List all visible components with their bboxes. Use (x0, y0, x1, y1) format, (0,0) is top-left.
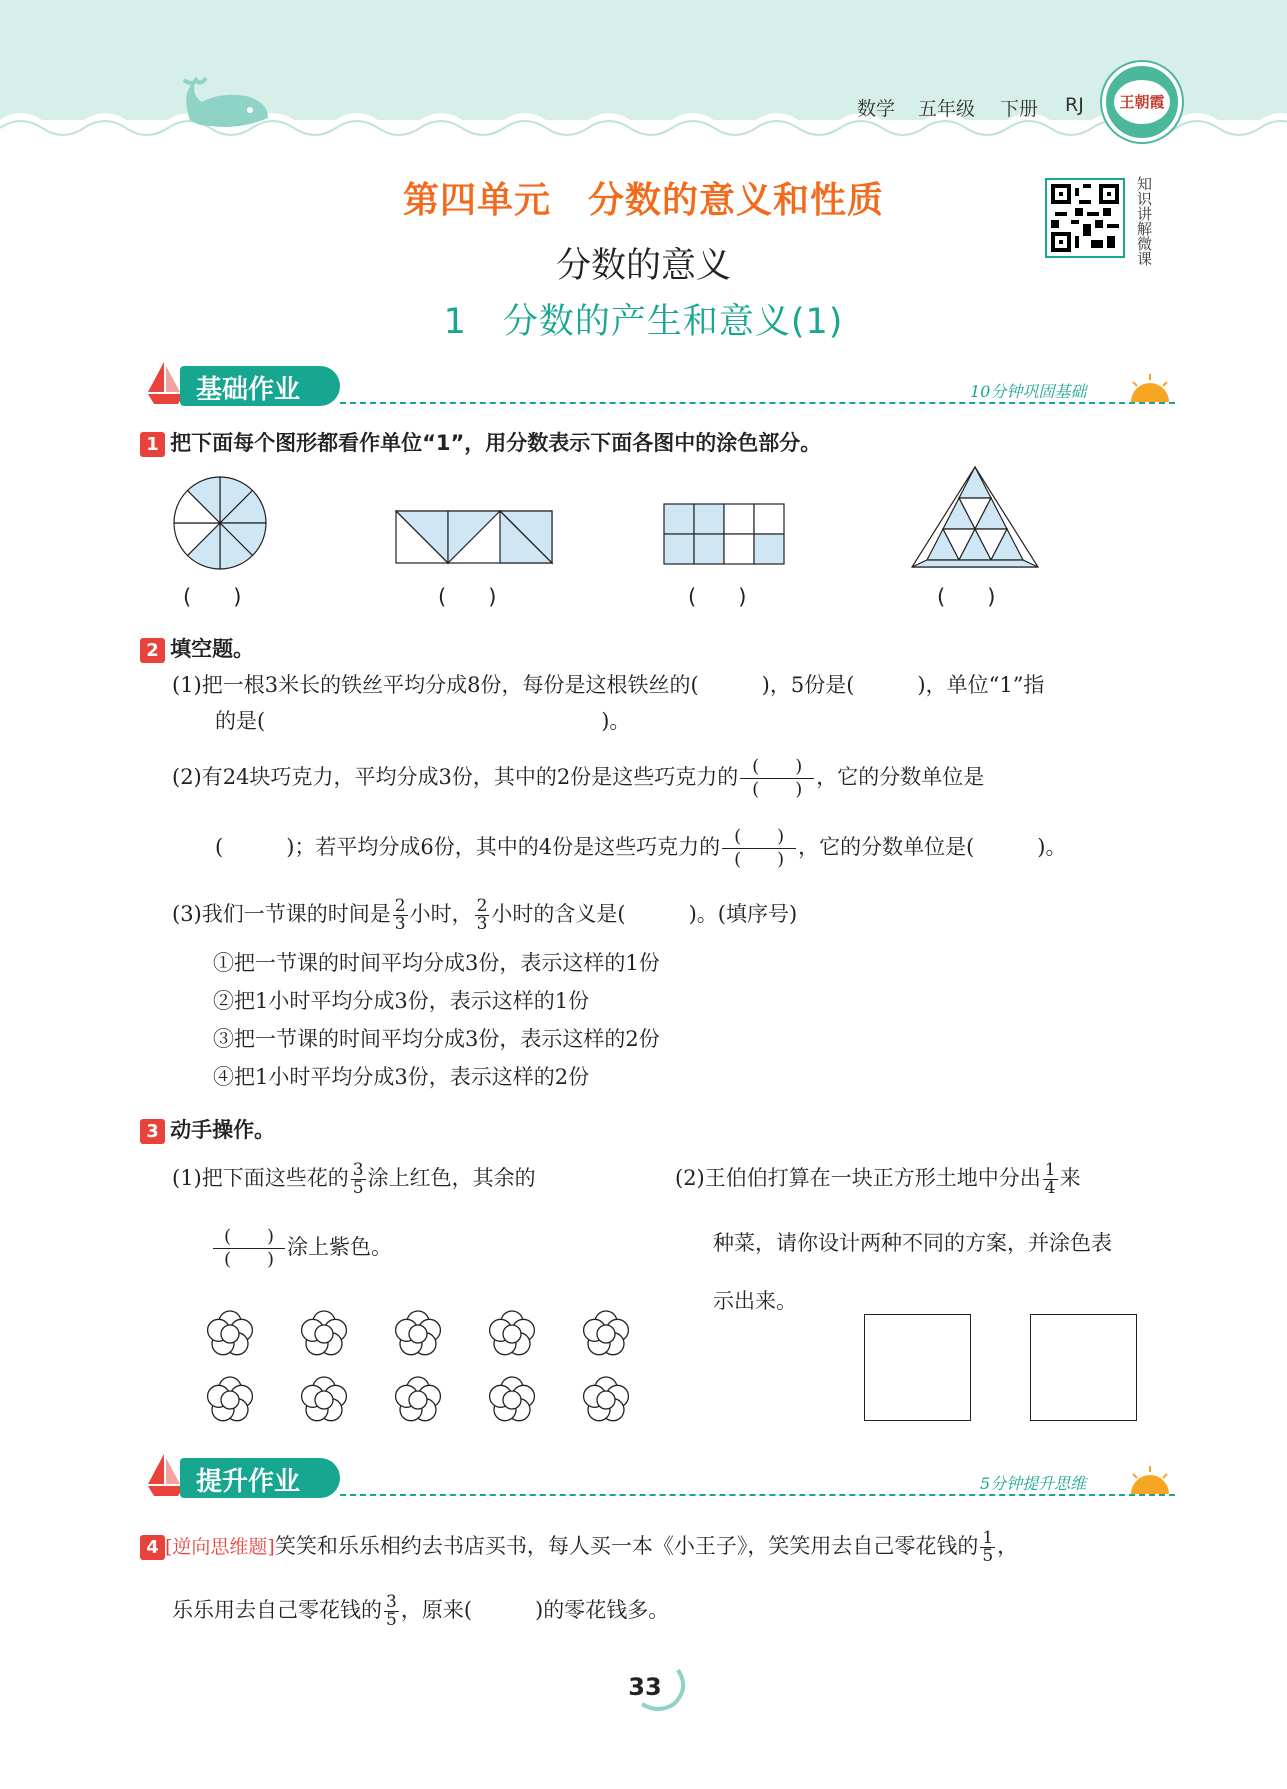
plot-square-1[interactable] (864, 1314, 971, 1421)
basic-section-note: 10分钟巩固基础 (970, 382, 1087, 401)
q2-title: 填空题。 (170, 637, 255, 661)
q2-part1-line2: 的是( )。 (215, 709, 631, 733)
unit-title: 第四单元 分数的意义和性质 (402, 180, 884, 221)
q1-text: 把下面每个图形都看作单位“1”，用分数表示下面各图中的涂色部分。 (170, 431, 822, 455)
q2-option-3: ③把一节课的时间平均分成3份，表示这样的2份 (213, 1027, 660, 1051)
whale-icon (170, 74, 280, 132)
q1-answer-1[interactable]: ( ) (183, 585, 242, 609)
blank-denominator: ( ) (722, 848, 796, 871)
frac-denominator: 4 (1044, 1178, 1056, 1198)
frac-denominator: 5 (982, 1546, 994, 1566)
q3-part1-text-a: (1)把下面这些花的 (172, 1166, 349, 1190)
fraction-two-thirds (393, 898, 408, 933)
advanced-section-divider (340, 1494, 1175, 1496)
header-subject: 数学 (857, 98, 896, 120)
figure-grid (663, 503, 785, 565)
q2-part2-text-a: (2)有24块巧克力，平均分成3份，其中的2份是这些巧克力的 (172, 765, 739, 789)
fraction-three-fifths (384, 1594, 399, 1629)
q4-number: 4 (140, 1535, 165, 1560)
fraction-one-fifth (980, 1530, 995, 1565)
frac-denominator: 3 (394, 914, 406, 934)
advanced-section-title: 提升作业 (196, 1467, 301, 1497)
qr-caption: 知识讲解微课 (1135, 176, 1153, 266)
section-title: 分数的意义 (555, 246, 731, 286)
q4-tag: [逆向思维题] (165, 1536, 275, 1558)
qr-pattern-icon (1051, 184, 1119, 252)
q3-part1-text-b: 涂上红色，其余的 (367, 1166, 536, 1190)
q4-text-b: ， (997, 1534, 1019, 1558)
q2-part2-line1 (172, 756, 984, 801)
q3-part2-line3: 示出来。 (713, 1289, 797, 1313)
q2-blank-fraction-1[interactable] (740, 756, 814, 801)
q2-blank-fraction-2[interactable] (722, 826, 796, 871)
q2-part3-text-b: 小时， (409, 902, 473, 926)
lesson-title: 1 分数的产生和意义(1) (443, 302, 844, 342)
figure-circle (172, 475, 268, 571)
brand-logo (1102, 62, 1182, 142)
q2-part3-text-a: (3)我们一节课的时间是 (172, 902, 391, 926)
q4-text-d: ，原来( )的零花钱多。 (400, 1598, 670, 1622)
q3-part2-line1 (675, 1162, 1081, 1197)
q3-row (140, 1114, 275, 1144)
page-number: 33 (628, 1673, 662, 1701)
q2-number: 2 (140, 638, 165, 663)
q2-row (140, 633, 254, 663)
blank-denominator: ( ) (740, 778, 814, 801)
sunrise-icon (1125, 1464, 1175, 1498)
blank-denominator: ( ) (213, 1248, 285, 1271)
q2-option-1: ①把一节课的时间平均分成3份，表示这样的1份 (213, 951, 660, 975)
q1-answer-3[interactable]: ( ) (688, 585, 747, 609)
frac-numerator: 2 (476, 896, 488, 916)
q4-line2 (172, 1594, 669, 1629)
q4-text-c: 乐乐用去自己零花钱的 (172, 1598, 382, 1622)
header-grade: 五年级 (918, 98, 976, 120)
q3-part2-text-a: (2)王伯伯打算在一块正方形土地中分出 (675, 1166, 1041, 1190)
basic-section-title: 基础作业 (196, 375, 301, 405)
blank-numerator: ( ) (734, 826, 785, 847)
logo-text: 王朝霞 (1114, 80, 1170, 124)
q2-part2-text-b: ，它的分数单位是 (816, 765, 985, 789)
q1-row (140, 427, 821, 457)
sunrise-icon (1125, 372, 1175, 406)
fraction-two-thirds (475, 898, 490, 933)
q2-part3-line (172, 898, 797, 933)
q2-part2-text-d: ，它的分数单位是( )。 (798, 835, 1067, 859)
q1-answer-4[interactable]: ( ) (937, 585, 996, 609)
q3-part1-line2 (211, 1226, 392, 1271)
blank-numerator: ( ) (223, 1226, 275, 1247)
frac-denominator: 5 (352, 1178, 364, 1198)
q2-part2-text-c: ( )；若平均分成6份，其中的4份是这些巧克力的 (215, 835, 721, 859)
q3-title: 动手操作。 (170, 1118, 276, 1142)
q4-text-a: 笑笑和乐乐相约去书店买书，每人买一本《小王子》，笑笑用去自己零花钱的 (274, 1534, 979, 1558)
q2-part3-text-c: 小时的含义是( )。(填序号) (491, 902, 798, 926)
fraction-one-quarter (1043, 1162, 1058, 1197)
q1-answer-2[interactable]: ( ) (438, 585, 497, 609)
advanced-section-note: 5分钟提升思维 (980, 1474, 1087, 1493)
q3-part1-text-c: 涂上紫色。 (287, 1235, 392, 1259)
q2-part1-line1: (1)把一根3米长的铁丝平均分成8份，每份是这根铁丝的( )，5份是( )，单位“1”指 (172, 673, 1045, 697)
header-volume: 下册 (1000, 98, 1039, 120)
q4-line1 (140, 1530, 1018, 1565)
q3-part2-text-b: 来 (1059, 1166, 1081, 1190)
frac-numerator: 1 (982, 1528, 994, 1548)
fraction-three-fifths (351, 1162, 366, 1197)
qr-code[interactable] (1045, 178, 1125, 258)
frac-numerator: 3 (352, 1160, 364, 1180)
flowers-grid[interactable] (198, 1302, 638, 1432)
frac-numerator: 1 (1044, 1160, 1056, 1180)
frac-numerator: 2 (394, 896, 406, 916)
frac-denominator: 3 (476, 914, 488, 934)
q2-option-2: ②把1小时平均分成3份，表示这样的1份 (213, 989, 590, 1013)
frac-numerator: 3 (386, 1592, 397, 1612)
frac-denominator: 5 (386, 1610, 397, 1630)
q2-part2-line2 (215, 826, 1067, 871)
q3-blank-fraction[interactable] (213, 1226, 285, 1271)
q2-option-4: ④把1小时平均分成3份，表示这样的2份 (213, 1065, 590, 1089)
figure-triangle (910, 465, 1042, 569)
header-edition: RJ (1065, 94, 1084, 116)
plot-square-2[interactable] (1030, 1314, 1137, 1421)
blank-numerator: ( ) (752, 756, 803, 777)
q3-number: 3 (140, 1119, 165, 1144)
q3-part2-line2: 种菜，请你设计两种不同的方案，并涂色表 (713, 1231, 1112, 1255)
figure-rectangle-triangles (395, 510, 555, 566)
q1-number: 1 (140, 432, 165, 457)
q3-part1-line1 (172, 1162, 536, 1197)
basic-section-divider (340, 402, 1175, 404)
